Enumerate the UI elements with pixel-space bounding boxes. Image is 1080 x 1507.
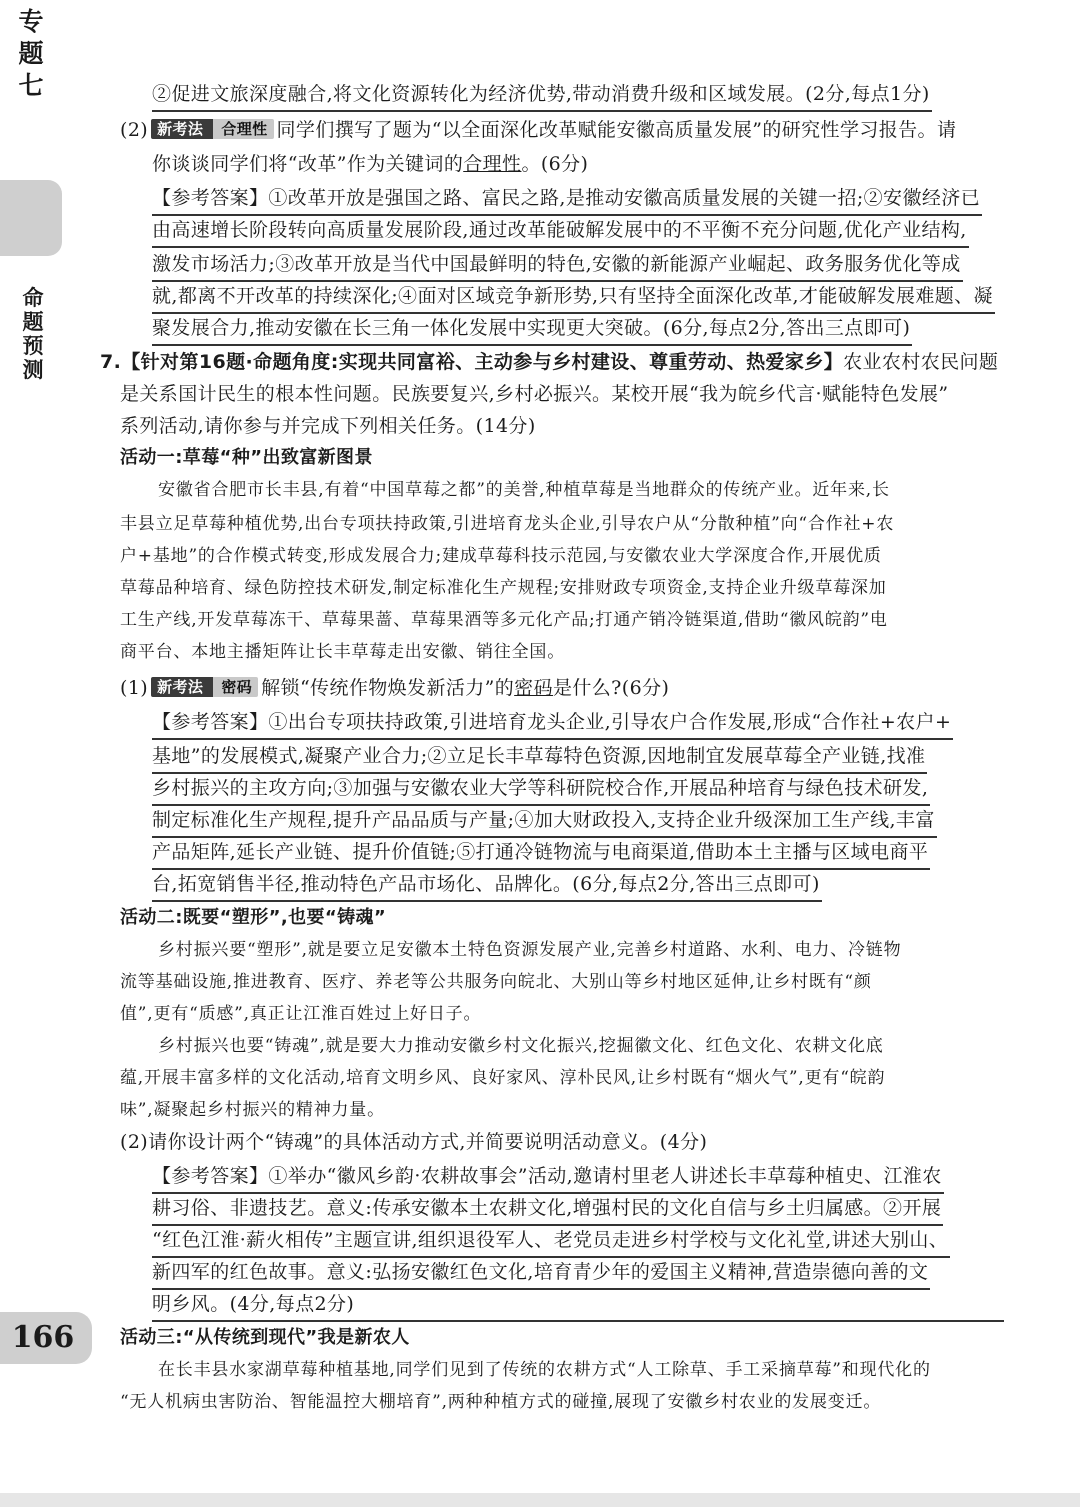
question-1: (1) 新考法 密码 解锁“传统作物焕发新活力”的密码是什么?(6分) — [120, 677, 670, 699]
answer-1-line-3: 乡村振兴的主攻方向;③加强与安徽农业大学等科研院校合作,开展品种培育与绿色技术研发, — [152, 772, 930, 806]
activity-2-para-line-3: 值”,更有“质感”,真正让江淮百姓过上好日子。 — [120, 1004, 482, 1024]
question-2-line-2: 你谈谈同学们将“改革”作为关键词的合理性。(6分) — [152, 153, 589, 175]
answer-1-line-2: 基地”的发展模式,凝聚产业合力;②立足长丰草莓特色资源,因地制宜发展草莓全产业链,找准 — [152, 740, 927, 774]
activity-1-heading: 活动一:草莓“种”出致富新图景 — [120, 447, 373, 468]
answer-2b-line-2: 耕习俗、非遗技艺。意义:传承安徽本土农耕文化,增强村民的文化自信与乡土归属感。②开展 — [152, 1192, 943, 1226]
activity-2-para-line-4: 乡村振兴也要“铸魂”,就是要大力推动安徽乡村文化振兴,挖掘徽文化、红色文化、农耕文化底 — [158, 1036, 884, 1056]
activity-1-para-line-1: 安徽省合肥市长丰县,有着“中国草莓之都”的美誉,种植草莓是当地群众的传统产业。近年来,长 — [158, 480, 890, 500]
activity-2-heading: 活动二:既要“塑形”,也要“铸魂” — [120, 907, 387, 928]
activity-1-para-line-6: 商平台、本地主播矩阵让长丰草莓走出安徽、销往全国。 — [120, 642, 565, 662]
question-7-line-2: 是关系国计民生的根本性问题。民族要复兴,乡村必振兴。某校开展“我为皖乡代言·赋能特色发展” — [120, 383, 949, 405]
answer-2b-line-3: “红色江淮·薪火相传”主题宣讲,组织退役军人、老党员走进乡村学校与文化礼堂,讲述大别山、 — [152, 1224, 950, 1258]
chapter-side-tab — [0, 180, 62, 256]
answer-2b-line-4: 新四军的红色故事。意义:弘扬安徽红色文化,培育青少年的爱国主义精神,营造崇德向善的文 — [152, 1256, 930, 1290]
answer-2-line-5: 聚发展合力,推动安徽在长三角一体化发展中实现更大突破。(6分,每点2分,答出三点即可) — [152, 312, 912, 346]
answer-1-line-6: 台,拓宽销售半径,推动特色产品市场化、品牌化。(6分,每点2分,答出三点即可) — [152, 868, 822, 902]
answer-2-line-1: 【参考答案】①改革开放是强国之路、富民之路,是推动安徽高质量发展的关键一招;②安徽经济已 — [152, 182, 982, 216]
answer-2-line-2: 由高速增长阶段转向高质量发展阶段,通过改革能破解发展中的不平衡不充分问题,优化产业结构, — [152, 214, 969, 248]
activity-1-para-line-4: 草莓品种培育、绿色防控技术研发,制定标准化生产规程;安排财政专项资金,支持企业升级草莓深加 — [120, 578, 887, 598]
activity-1-para-line-5: 工生产线,开发草莓冻干、草莓果蔷、草莓果酒等多元化产品;打通产销冷链渠道,借助“徽风皖韵”电 — [120, 610, 888, 630]
question-7-line-1: 7.【针对第16题·命题角度:实现共同富裕、主动参与乡村建设、尊重劳动、热爱家乡】农业农村农民问题 — [100, 351, 999, 373]
answer-line-prev: ②促进文旅深度融合,将文化资源转化为经济优势,带动消费升级和区域发展。(2分,每点1分) — [152, 78, 932, 112]
question-2-line-1: (2) 新考法 合理性 同学们撰写了题为“以全面深化改革赋能安徽高质量发展”的研究性学习报告。请 — [120, 119, 957, 141]
answer-1-line-5: 产品矩阵,延长产业链、提升价值链;⑤打通冷链物流与电商渠道,借助本土主播与区域电商平 — [152, 836, 930, 870]
activity-2-para-line-5: 蕴,开展丰富多样的文化活动,培育文明乡风、良好家风、淳朴民风,让乡村既有“烟火气”,更有“皖韵 — [120, 1068, 886, 1088]
activity-1-para-line-3: 户+基地”的合作模式转变,形成发展合力;建成草莓科技示范园,与安徽农业大学深度合作,开展优质 — [120, 546, 882, 566]
section-label: 命题预测 — [22, 286, 44, 382]
answer-2-line-3: 激发市场活力;③改革开放是当代中国最鲜明的特色,安徽的新能源产业崛起、政务服务优化等成 — [152, 248, 963, 282]
activity-2-para-line-1: 乡村振兴要“塑形”,就是要立足安徽本土特色资源发展产业,完善乡村道路、水利、电力、冷链物 — [158, 940, 902, 960]
answer-2b-line-5: 明乡风。(4分,每点2分) — [152, 1288, 1004, 1322]
page-number: 166 — [11, 1320, 75, 1355]
answer-1-line-1: 【参考答案】①出台专项扶持政策,引进培育龙头企业,引导农户合作发展,形成“合作社+农户+ — [152, 706, 953, 740]
answer-2-line-4: 就,都离不开改革的持续深化;④面对区域竞争新形势,只有坚持全面深化改革,才能破解发展难题、凝 — [152, 280, 995, 314]
activity-1-para-line-2: 丰县立足草莓种植优势,出台专项扶持政策,引进培育龙头企业,引导农户从“分散种植”向“合作社+农 — [120, 514, 895, 534]
new-method-tag: 新考法 合理性 — [151, 118, 273, 140]
question-7-line-3: 系列活动,请你参与并完成下列相关任务。(14分) — [120, 415, 536, 437]
activity-3-heading: 活动三:“从传统到现代”我是新农人 — [120, 1327, 410, 1348]
question-2b: (2)请你设计两个“铸魂”的具体活动方式,并简要说明活动意义。(4分) — [120, 1131, 708, 1153]
answer-1-line-4: 制定标准化生产规程,提升产品品质与产量;④加大财政投入,支持企业升级深加工生产线,丰富 — [152, 804, 937, 838]
page-bottom-shade — [0, 1493, 1080, 1507]
activity-2-para-line-6: 味”,凝聚起乡村振兴的精神力量。 — [120, 1100, 385, 1120]
chapter-label: 专题七 — [18, 7, 44, 100]
activity-3-para-line-2: “无人机病虫害防治、智能温控大棚培育”,两种种植方式的碰撞,展现了安徽乡村农业的发展变迁。 — [120, 1392, 882, 1412]
answer-2b-line-1: 【参考答案】①举办“徽风乡韵·农耕故事会”活动,邀请村里老人讲述长丰草莓种植史、江淮农 — [152, 1160, 944, 1194]
new-method-tag: 新考法 密码 — [151, 676, 258, 698]
activity-2-para-line-2: 流等基础设施,推进教育、医疗、养老等公共服务向皖北、大别山等乡村地区延伸,让乡村既有“颜 — [120, 972, 872, 992]
activity-3-para-line-1: 在长丰县水家湖草莓种植基地,同学们见到了传统的农耕方式“人工除草、手工采摘草莓”和现代化的 — [158, 1360, 931, 1380]
